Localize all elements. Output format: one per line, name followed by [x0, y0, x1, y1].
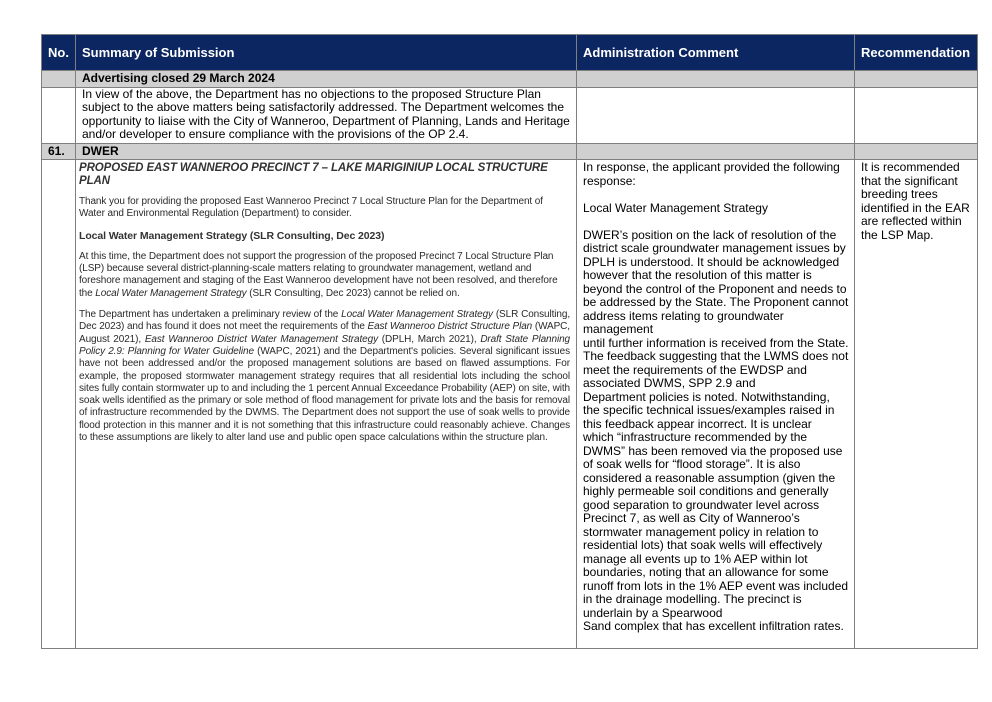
advertising-closed-no-cell — [42, 71, 76, 88]
excerpt-p2-text-a: The Department has undertaken a preliminary review of the — [79, 309, 342, 321]
prev-row-comment-cell — [577, 87, 855, 143]
comment-line: until further information is received from the State. The feedback suggesting that the LWMS does not meet the requirements of the EWDSP and associated DWMS, SPP 2.9 and — [583, 335, 849, 391]
header-summary: Summary of Submission — [76, 35, 577, 71]
table-header-row — [42, 35, 978, 71]
submitter-rec-cell — [855, 143, 978, 160]
recommendation-text: It is recommended that the significant breeding trees identified in the EAR are reflected within the LSP Map. — [855, 160, 978, 649]
excerpt-p2-italic-4: Draft State Planning Policy 2.9: Planning for Water Guideline — [79, 333, 570, 357]
excerpt-title: PROPOSED EAST WANNEROO PRECINCT 7 – LAKE MARIGINIUP LOCAL STRUCTURE PLAN — [79, 162, 548, 187]
excerpt-paragraph-1 — [79, 251, 570, 300]
comment-line: Department policies is noted. Notwithstanding, the specific technical issues/examples raised in this feedback appear incorrect. It is unclear — [583, 389, 835, 431]
advertising-closed-comment-cell — [577, 71, 855, 88]
comment-line: considered a reasonable assumption (given the highly permeable soil conditions and generally good separation to groundwater level across Precinct 7, as well as City of Wanneroo’s stormwater management policy in relation to residential lots) that soak wells will effectively manage all events up to 1% AEP within lot boundaries, noting that an allowance for some runoff from lots in the 1% AEP event was included in the drainage modelling. The precinct is underlain by a Spearwood — [583, 470, 849, 620]
header-recommendation: Recommendation — [855, 35, 978, 71]
submission-number: 61. — [42, 143, 76, 160]
submitter-name: DWER — [76, 143, 577, 160]
comment-intro: In response, the applicant provided the following response: — [583, 160, 840, 188]
excerpt-p1-text-a: At this time, the Department does not support the progression of the proposed Precinct 7 Local Structure Plan (LSP) because several district-planning-scale matters relating to groundwater management, wetland and foreshore management and staging of the East Wanneroo development have not been resolved, and therefore the — [79, 250, 558, 299]
comment-heading: Local Water Management Strategy — [583, 200, 768, 215]
scanned-letter-excerpt — [76, 160, 576, 444]
advertising-closed-rec-cell — [855, 71, 978, 88]
submission-excerpt — [76, 160, 577, 649]
excerpt-p1-italic: Local Water Management Strategy — [95, 287, 247, 299]
prev-row-rec-cell — [855, 87, 978, 143]
excerpt-heading: Local Water Management Strategy (SLR Consulting, Dec 2023) — [79, 229, 385, 242]
excerpt-p2-italic-1: Local Water Management Strategy — [341, 309, 493, 321]
table-row — [42, 87, 978, 143]
excerpt-p1-text-b: (SLR Consulting, Dec 2023) cannot be relied on. — [246, 287, 460, 299]
administration-comment — [577, 160, 855, 649]
prev-row-summary: In view of the above, the Department has no objections to the proposed Structure Plan subject to the above matters being satisfactorily addressed. The Department welcomes the opportunity to liaise with the City of Wanneroo, Department of Planning, Lands and Heritage and/or developer to ensure compliance with the provisions of the OP 2.4. — [76, 87, 577, 143]
excerpt-p2-text-c: (WAPC, August 2021), — [79, 321, 570, 345]
comment-line: Sand complex that has excellent infiltration rates. — [583, 619, 844, 634]
advertising-closed-row — [42, 71, 978, 88]
header-comment: Administration Comment — [577, 35, 855, 71]
excerpt-paragraph-2 — [79, 309, 570, 444]
comment-line: DWER’s position on the lack of resolution of the district scale groundwater management issues by DPLH is understood. It should be acknowledged however that the resolution of this matter is beyond the control of the Proponent and needs to be addressed by the State. The Proponent cannot address items relating to groundwater management — [583, 227, 849, 337]
excerpt-p2-text-b: (SLR Consulting, Dec 2023) and has found it does not meet the requirements of the — [79, 309, 570, 333]
prev-row-no-cell — [42, 87, 76, 143]
comment-line: which “infrastructure recommended by the DWMS” has been removed via the proposed use of soak wells for “flood storage”. It is also — [583, 430, 843, 472]
excerpt-p2-text-d: (DPLH, March 2021), — [378, 333, 481, 345]
excerpt-intro: Thank you for providing the proposed East Wanneroo Precinct 7 Local Structure Plan for the Department of Water and Environmental Regulation (Department) to consider. — [79, 196, 543, 220]
excerpt-p2-text-e: (WAPC, 2021) and the Department's policies. Several significant issues have not been addressed and/or the proposed management solutions are based on flawed assumptions. For example, the proposed stormwater management strategy requires that all residential lots including the school sites fully contain stormwater up to and including the 1 percent Annual Exceedance Probability (AEP) on site, with soak wells identified as the primary or sole method of flood management for private lots and the basis for removal of infrastructure recommended by the DWMS. The Department does not support the use of soak wells to provide flood protection in this manner and it is not something that this infrastructure could reasonably achieve. Changes to these assumptions are likely to alter land use and public open space calculations within the structure plan. — [79, 345, 571, 444]
submitter-comment-cell — [577, 143, 855, 160]
advertising-closed-label: Advertising closed 29 March 2024 — [76, 71, 577, 88]
header-no: No. — [42, 35, 76, 71]
table-row — [42, 160, 978, 649]
submitter-row — [42, 143, 978, 160]
excerpt-p2-italic-3: East Wanneroo District Water Management Strategy — [144, 333, 378, 345]
submissions-table — [41, 34, 978, 649]
row61-no-cell — [42, 160, 76, 649]
excerpt-p2-italic-2: East Wanneroo District Structure Plan — [367, 321, 533, 333]
